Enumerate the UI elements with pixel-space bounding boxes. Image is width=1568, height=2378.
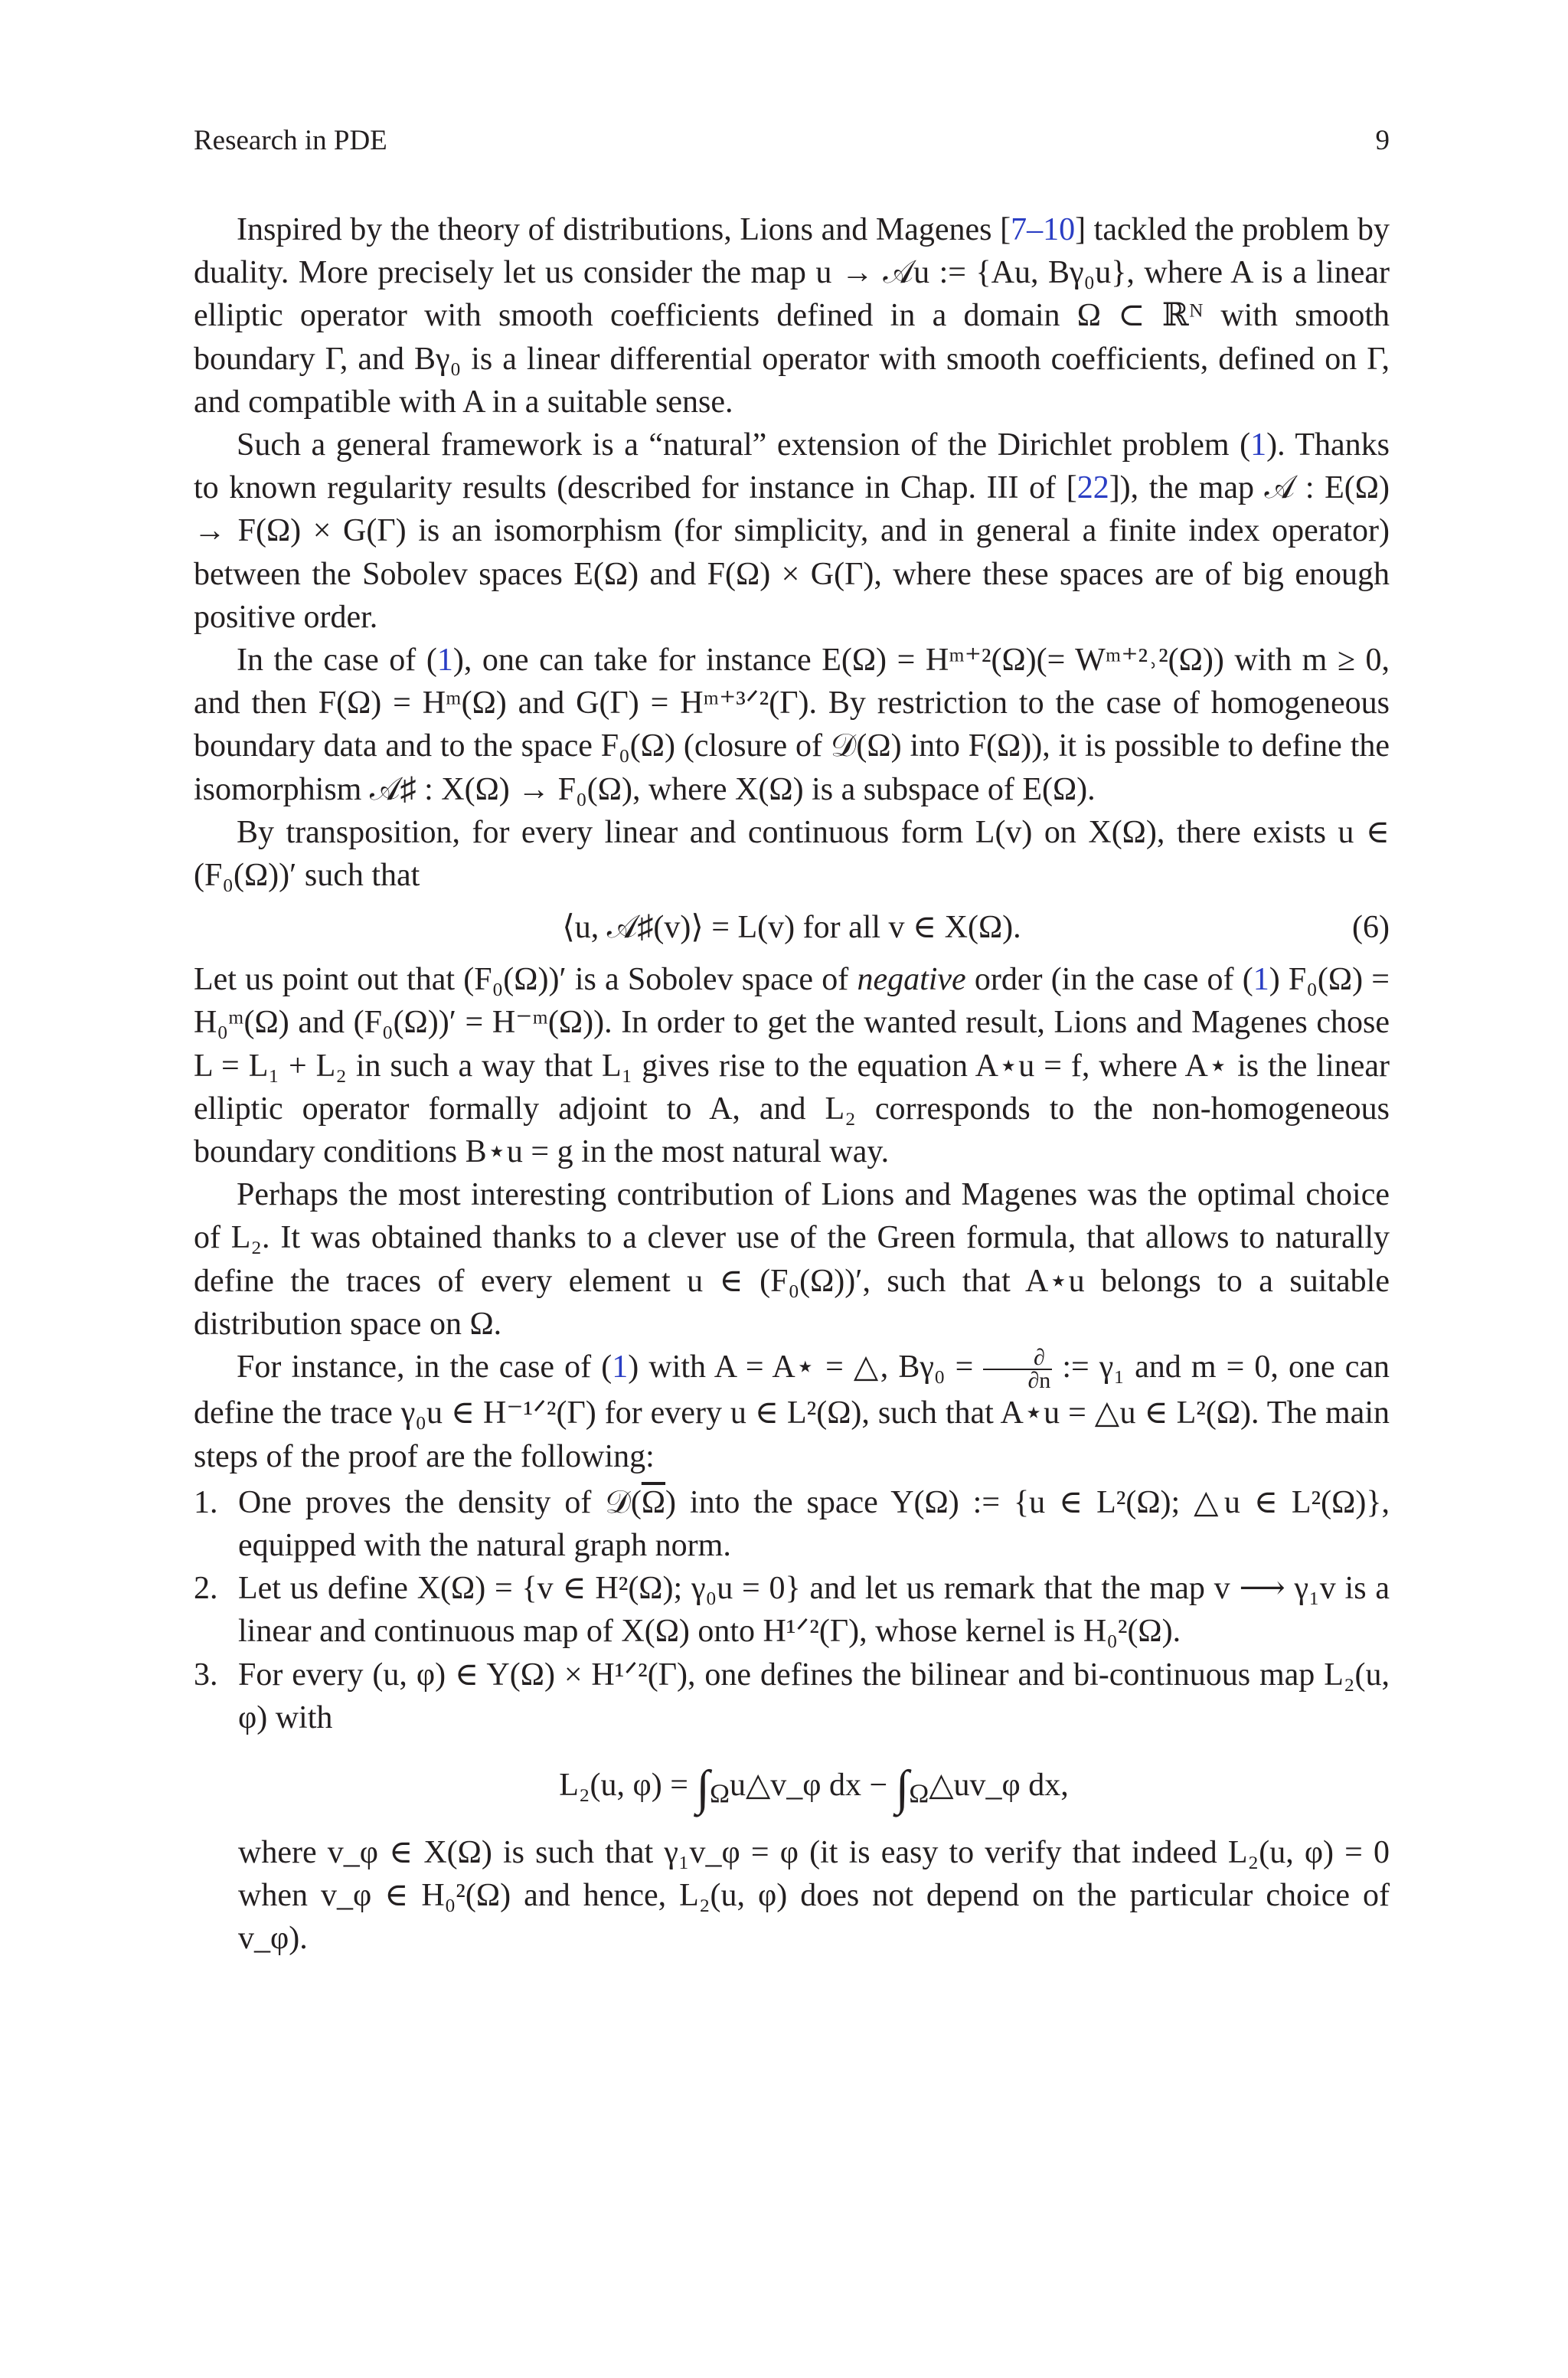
equation-link[interactable]: 1 <box>1253 962 1269 998</box>
equation-link[interactable]: 1 <box>436 643 453 679</box>
fraction <box>983 1347 1052 1392</box>
text-run: Let us point out that (F₀(Ω))′ is a Sobolev space of <box>194 962 858 998</box>
text-run: In the case of ( <box>237 643 437 679</box>
display-equation-6 <box>194 897 1390 958</box>
list-item <box>194 1481 1390 1567</box>
equation-term: u△v_φ dx − <box>729 1768 896 1804</box>
list-number: 2. <box>194 1571 218 1607</box>
display-equation-l2 <box>238 1739 1390 1831</box>
paragraph <box>194 639 1390 811</box>
text-run: ] tackled the problem by duality. More precisely let us consider the map u → 𝒜u := {Au, Bγ₀u}, where A is a linear elliptic operator with smooth coefficients defined in a domain Ω ⊂ ℝᴺ with smooth boundary Γ, and Bγ₀ is a linear differential operator with smooth coefficients, defined on Γ, and compatible with A in a suitable sense. <box>194 212 1390 420</box>
text-run: ]), the map 𝒜 : E(Ω) → F(Ω) × G(Γ) is an isomorphism (for simplicity, and in general a finite index operator) between the Sobolev spaces E(Ω) and F(Ω) × G(Γ), where these spaces are of big enough positive order. <box>194 470 1390 635</box>
integral-sign: ∫ <box>696 1760 710 1815</box>
paragraph: By transposition, for every linear and continuous form L(v) on X(Ω), there exists u ∈ (F₀(Ω))′ such that <box>194 814 1390 894</box>
equation-formula: ⟨u, 𝒜♯(v)⟩ = L(v) for all v ∈ X(Ω). <box>562 910 1021 946</box>
list-number: 3. <box>194 1657 218 1693</box>
text-run: Such a general framework is a “natural” extension of the Dirichlet problem ( <box>237 427 1251 463</box>
equation-lhs: L₂(u, φ) = <box>559 1768 697 1804</box>
paragraph: Perhaps the most interesting contribution of Lions and Magenes was the optimal choice of L₂. It was obtained thanks to a clever use of the Green formula, that allows to naturally define the traces of every element u ∈ (F₀(Ω))′, such that A⋆u belongs to a suitable distribution space on Ω. <box>194 1177 1390 1342</box>
equation-number: (6) <box>1352 910 1390 946</box>
fraction-numerator: ∂ <box>983 1347 1052 1370</box>
citation-link[interactable]: 7–10 <box>1011 212 1076 247</box>
text-run: := γ₁ and m = 0, one can define the trace γ₀u ∈ H⁻¹ᐟ²(Γ) for every u ∈ L²(Ω), such that A⋆u = △u ∈ L²(Ω). The main steps of the proof are the following: <box>194 1349 1390 1474</box>
text-run: ) into the space Y(Ω) := {u ∈ L²(Ω); △u ∈ L²(Ω)}, equipped with the natural graph norm. <box>238 1484 1390 1564</box>
citation-link[interactable]: 22 <box>1076 470 1109 506</box>
paragraph <box>194 958 1390 1173</box>
text-run: ), one can take for instance E(Ω) = Hᵐ⁺²(Ω)(= Wᵐ⁺²˒²(Ω)) with m ≥ 0, and then F(Ω) = Hᵐ(Ω) and G(Γ) = Hᵐ⁺³ᐟ²(Γ). By restriction to the case of homogeneous boundary data and to the space F₀(Ω) (closure of 𝒟(Ω) into F(Ω)), it is possible to define the isomorphism 𝒜♯ : X(Ω) → F₀(Ω), where X(Ω) is a subspace of E(Ω). <box>194 643 1390 807</box>
proof-steps-list <box>194 1481 1390 1961</box>
paragraph <box>194 1346 1390 1478</box>
list-item-continuation: where v_φ ∈ X(Ω) is such that γ₁v_φ = φ (it is easy to verify that indeed L₂(u, φ) = 0 when v_φ ∈ H₀²(Ω) and hence, L₂(u, φ) does not depend on the particular choice of v_φ). <box>238 1835 1390 1957</box>
list-number: 1. <box>194 1484 218 1520</box>
page <box>194 115 1390 1961</box>
equation-link[interactable]: 1 <box>612 1349 629 1385</box>
text-run: ) with A = A⋆ = △, Bγ₀ = <box>628 1349 984 1385</box>
fraction-denominator: ∂n <box>1027 1368 1051 1394</box>
page-number: 9 <box>1375 125 1390 156</box>
paragraph <box>194 208 1390 424</box>
text-run: order (in the case of ( <box>965 962 1253 998</box>
page-header <box>194 115 1390 161</box>
body-text <box>194 208 1390 1961</box>
text-run: ) F₀(Ω) = H₀ᵐ(Ω) and (F₀(Ω))′ = H⁻ᵐ(Ω)). In order to get the wanted result, Lions and Magenes chose L = L₁ + L₂ in such a way that L₁ gives rise to the equation A⋆u = f, where A⋆ is the linear elliptic operator formally adjoint to A, and L₂ corresponds to the non-homogeneous boundary conditions B⋆u = g in the most natural way. <box>194 962 1390 1170</box>
integral-sign: ∫ <box>895 1760 910 1815</box>
text-run: For instance, in the case of ( <box>237 1349 612 1385</box>
list-item <box>194 1653 1390 1961</box>
closure-symbol: $\overline{\Omega}$ <box>641 1484 666 1520</box>
list-item-text: For every (u, φ) ∈ Y(Ω) × H¹ᐟ²(Γ), one defines the bilinear and bi-continuous map L₂(u, φ) with <box>238 1657 1390 1735</box>
equation-term: △uv_φ dx, <box>929 1768 1069 1804</box>
emphasis: negative <box>857 962 966 998</box>
integral-domain: Ω <box>909 1778 929 1809</box>
paragraph <box>194 424 1390 639</box>
running-title: Research in PDE <box>194 125 387 156</box>
equation-link[interactable]: 1 <box>1250 427 1267 463</box>
text-run: Inspired by the theory of distributions, Lions and Magenes [ <box>237 212 1011 247</box>
integral-domain: Ω <box>709 1778 730 1809</box>
list-item-text: Let us define X(Ω) = {v ∈ H²(Ω); γ₀u = 0} and let us remark that the map v ⟶ γ₁v is a linear and continuous map of X(Ω) onto H¹ᐟ²(Γ), whose kernel is H₀²(Ω). <box>238 1571 1390 1650</box>
list-item <box>194 1567 1390 1653</box>
text-run: ). Thanks to known regularity results (described for instance in Chap. III of [ <box>194 427 1390 506</box>
text-run: One proves the density of 𝒟( <box>238 1484 642 1520</box>
